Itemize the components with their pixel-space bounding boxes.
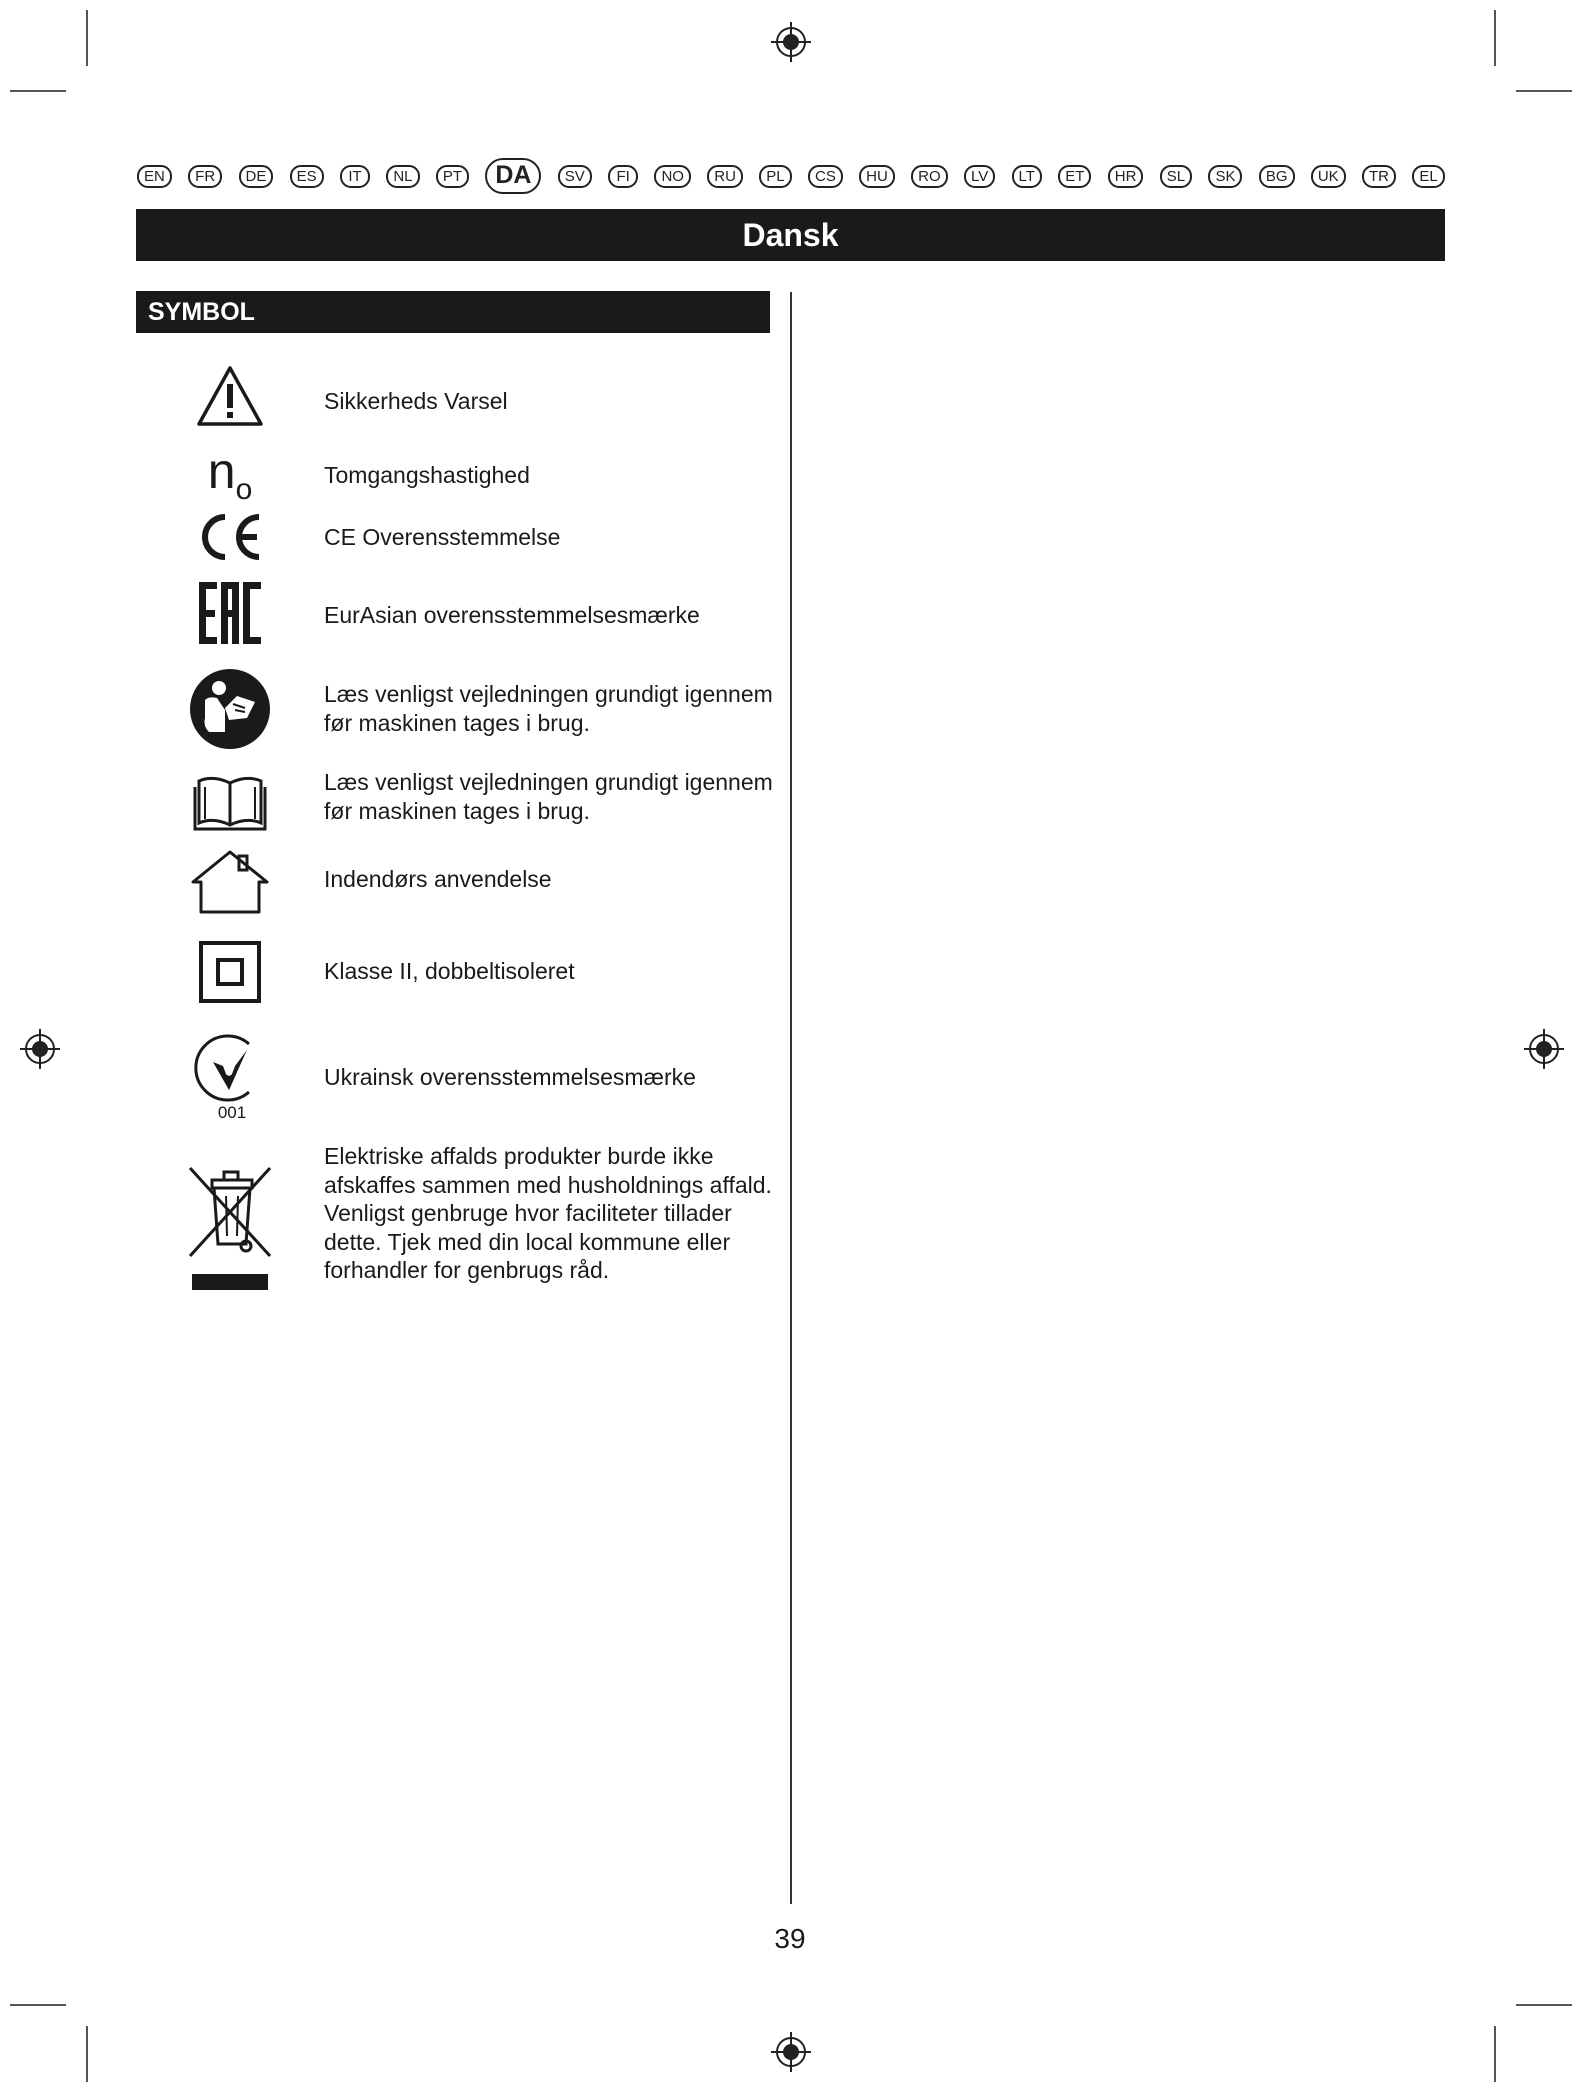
language-selector [137, 158, 1445, 194]
symbol-description: Læs venligst vejledningen grundigt igennem før maskinen tages i brug. [324, 681, 773, 736]
registration-mark-icon [18, 1027, 62, 1071]
crop-mark [86, 10, 88, 66]
language-tab-ro[interactable]: RO [911, 165, 948, 188]
symbol-description: Elektriske affalds produkter burde ikke afskaffes sammen med husholdnings affald. Venligst genbruge hvor faciliteter tillader dette. Tjek med din local kommune eller forhandler for genbrugs råd. [324, 1143, 772, 1283]
no-load-speed-icon [170, 443, 290, 515]
language-tab-da[interactable]: DA [485, 158, 541, 194]
open-book-icon [170, 773, 290, 831]
language-tab-it[interactable]: IT [340, 165, 370, 188]
language-tab-nl[interactable]: NL [386, 165, 419, 188]
weee-bar [192, 1274, 268, 1290]
language-tab-et[interactable]: ET [1058, 165, 1091, 188]
double-insulation-icon [170, 940, 290, 1004]
language-tab-fr[interactable]: FR [188, 165, 222, 188]
eac-mark-icon [170, 580, 290, 646]
page-title-bar [136, 209, 1445, 261]
page-title: Dansk [742, 217, 839, 253]
symbol-description: CE Overensstemmelse [324, 524, 561, 550]
house-icon [170, 848, 290, 914]
language-tab-hr[interactable]: HR [1108, 165, 1144, 188]
language-tab-bg[interactable]: BG [1259, 165, 1295, 188]
read-manual-icon [170, 668, 290, 750]
ce-mark-icon [170, 511, 290, 563]
symbol-description: Tomgangshastighed [324, 462, 530, 488]
language-tab-hu[interactable]: HU [859, 165, 895, 188]
symbol-description: Indendørs anvendelse [324, 866, 552, 892]
registration-mark-icon [769, 20, 813, 64]
symbol-description: Sikkerheds Varsel [324, 388, 508, 414]
section-header: SYMBOL [136, 291, 770, 333]
crop-mark [10, 2004, 66, 2006]
column-divider [790, 292, 792, 1904]
language-tab-lv[interactable]: LV [964, 165, 995, 188]
registration-mark-icon [769, 2030, 813, 2074]
crop-mark [1494, 10, 1496, 66]
crop-mark [1516, 90, 1572, 92]
no-load-speed-subscript: o [235, 473, 253, 506]
warning-triangle-icon [170, 364, 290, 428]
crop-mark [10, 90, 66, 92]
language-tab-tr[interactable]: TR [1362, 165, 1396, 188]
language-tab-de[interactable]: DE [239, 165, 274, 188]
symbol-description: EurAsian overensstemmelsesmærke [324, 602, 700, 628]
crossed-bin-icon [170, 1162, 290, 1290]
language-tab-es[interactable]: ES [290, 165, 324, 188]
no-load-speed-symbol: n [207, 443, 236, 499]
symbol-description: Læs venligst vejledningen grundigt igennem før maskinen tages i brug. [324, 769, 773, 824]
language-tab-pl[interactable]: PL [759, 165, 791, 188]
language-tab-pt[interactable]: PT [436, 165, 469, 188]
language-tab-sv[interactable]: SV [558, 165, 592, 188]
language-tab-cs[interactable]: CS [808, 165, 843, 188]
symbol-description: Klasse II, dobbeltisoleret [324, 958, 575, 984]
language-tab-lt[interactable]: LT [1012, 165, 1042, 188]
language-tab-ru[interactable]: RU [707, 165, 743, 188]
language-tab-sl[interactable]: SL [1160, 165, 1192, 188]
ukrainian-mark-code: 001 [217, 1103, 247, 1122]
language-tab-fi[interactable]: FI [608, 165, 638, 188]
symbol-description: Ukrainsk overensstemmelsesmærke [324, 1064, 696, 1090]
crop-mark [86, 2026, 88, 2082]
language-tab-el[interactable]: EL [1412, 165, 1444, 188]
language-tab-uk[interactable]: UK [1311, 165, 1346, 188]
language-tab-no[interactable]: NO [654, 165, 691, 188]
ukrainian-conformity-icon [170, 1028, 290, 1122]
language-tab-en[interactable]: EN [137, 165, 172, 188]
registration-mark-icon [1522, 1027, 1566, 1071]
page-number: 39 [774, 1923, 806, 1954]
language-tab-sk[interactable]: SK [1208, 165, 1242, 188]
crop-mark [1516, 2004, 1572, 2006]
crop-mark [1494, 2026, 1496, 2082]
